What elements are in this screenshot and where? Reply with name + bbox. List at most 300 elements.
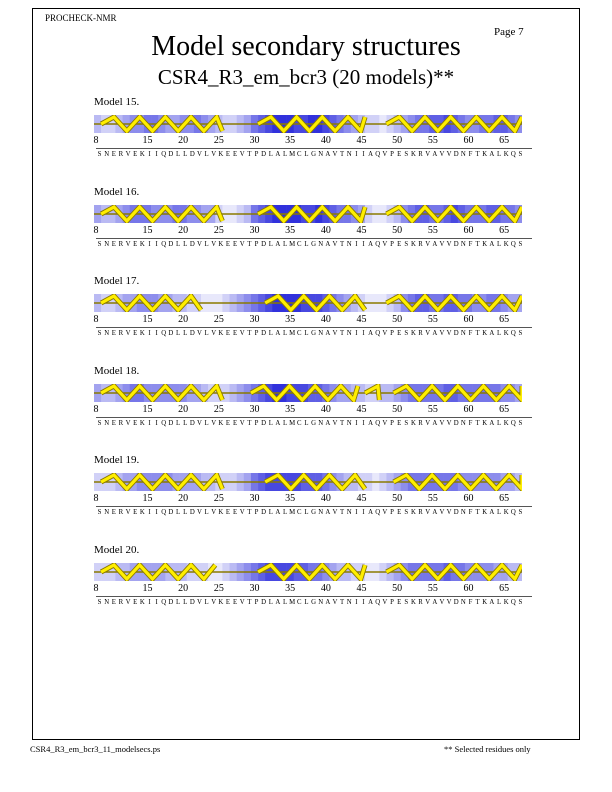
residue-letter: L: [496, 419, 502, 427]
residue-letter: A: [489, 598, 495, 606]
residue-letter: M: [289, 509, 296, 516]
residue-letter: A: [368, 598, 374, 606]
tick-label: 20: [178, 224, 189, 236]
residue-letter: D: [261, 598, 267, 606]
residue-letter: A: [489, 419, 495, 427]
residue-letter: L: [304, 151, 309, 158]
residue-letter: I: [362, 330, 365, 337]
residue-letter: R: [118, 240, 124, 248]
residue-letter: T: [475, 419, 480, 427]
residue-letter: V: [332, 330, 338, 337]
residue-letter: S: [404, 330, 409, 337]
model-label: Model 15.: [94, 96, 140, 108]
residue-letter: D: [168, 598, 174, 606]
residue-letter: V: [425, 598, 431, 606]
residue-ticks: [92, 135, 532, 147]
residue-letter: V: [239, 330, 245, 337]
tick-label: 20: [178, 403, 189, 415]
residue-letter: L: [304, 419, 309, 427]
residue-letter: V: [125, 509, 131, 516]
secondary-structure-strip: [94, 384, 522, 402]
tick-label: 25: [213, 403, 224, 415]
program-label: PROCHECK-NMR: [45, 13, 117, 23]
residue-letter: R: [418, 598, 423, 606]
tick-label: 45: [356, 314, 367, 325]
residue-ticks: [92, 314, 532, 326]
model-panel: [92, 454, 532, 539]
tick-label: 55: [427, 314, 438, 325]
residue-letter: E: [397, 419, 402, 427]
residue-letter: V: [446, 330, 452, 337]
residue-letter: F: [468, 330, 473, 337]
residue-letter: T: [475, 330, 480, 337]
residue-letter: V: [439, 330, 445, 337]
residue-letter: R: [118, 419, 124, 427]
residue-letter: I: [355, 330, 358, 337]
residue-letter: E: [111, 240, 116, 248]
residue-letter: V: [425, 240, 431, 248]
residue-letter: A: [432, 151, 438, 158]
residue-letter: V: [382, 598, 388, 606]
residue-letter: A: [325, 419, 331, 427]
residue-letter: G: [311, 509, 317, 516]
residue-letter: Q: [510, 419, 516, 427]
residue-letter: L: [175, 330, 181, 337]
residue-letter: L: [268, 240, 273, 248]
residue-letter: E: [233, 598, 238, 606]
residue-letter: K: [482, 151, 488, 158]
residue-letter: L: [183, 240, 188, 248]
residue-letter: K: [410, 240, 416, 248]
residue-letter: L: [175, 240, 181, 248]
residue-letter: K: [503, 509, 509, 516]
tick-label: 30: [249, 314, 260, 325]
residue-letter: L: [282, 509, 288, 516]
residue-letter: G: [311, 598, 317, 606]
residue-letter: D: [261, 330, 267, 337]
residue-letter: F: [468, 151, 473, 158]
tick-label: 45: [356, 403, 367, 415]
residue-letter: I: [155, 151, 158, 158]
residue-letter: L: [282, 419, 288, 427]
residue-letter: V: [382, 151, 388, 158]
residue-letter: V: [446, 240, 452, 248]
residue-letter: I: [155, 419, 158, 427]
residue-letter: Q: [375, 240, 381, 248]
residue-letter: P: [254, 419, 259, 427]
residue-letter: A: [275, 509, 281, 516]
residue-letter: V: [125, 330, 131, 337]
residue-letter: E: [233, 330, 238, 337]
residue-letter: Q: [375, 419, 381, 427]
residue-letter: V: [332, 419, 338, 427]
residue-ticks: [92, 404, 532, 416]
residue-letter: Q: [161, 240, 167, 248]
residue-letter: I: [148, 240, 151, 248]
residue-letter: A: [325, 151, 331, 158]
tick-label: 40: [320, 314, 331, 325]
residue-letter: M: [289, 240, 296, 248]
residue-letter: T: [247, 598, 252, 606]
residue-letter: T: [475, 509, 480, 516]
page-number: Page 7: [494, 26, 524, 38]
residue-letter: I: [155, 598, 158, 606]
residue-letter: N: [318, 240, 324, 248]
residue-letter: N: [318, 509, 324, 516]
residue-letter: A: [432, 330, 438, 337]
residue-letter: V: [425, 151, 431, 158]
tick-label: 35: [285, 135, 296, 146]
residue-letter: Q: [375, 151, 381, 158]
tick-label: 40: [320, 493, 331, 504]
residue-letter: R: [118, 598, 124, 606]
residue-letter: A: [432, 419, 438, 427]
residue-letter: Q: [161, 598, 167, 606]
residue-letter: V: [382, 330, 388, 337]
residue-letter: V: [196, 419, 202, 427]
residue-letter: P: [390, 419, 394, 427]
residue-letter: N: [460, 330, 466, 337]
sequence-row: [96, 506, 532, 519]
residue-letter: A: [432, 598, 438, 606]
residue-letter: K: [218, 419, 224, 427]
residue-letter: D: [189, 598, 195, 606]
residue-letter: N: [460, 151, 466, 158]
residue-letter: K: [139, 419, 145, 427]
residue-letter: D: [453, 330, 459, 337]
model-panel: [92, 544, 532, 629]
tick-label: 15: [142, 314, 153, 325]
residue-letter: K: [482, 240, 488, 248]
tick-label: 25: [213, 224, 224, 236]
residue-letter: L: [183, 330, 188, 337]
residue-letter: V: [382, 240, 388, 248]
residue-letter: N: [318, 419, 324, 427]
tick-label: 35: [285, 582, 296, 594]
residue-letter: R: [418, 151, 423, 158]
residue-letter: S: [97, 419, 102, 427]
residue-letter: E: [225, 151, 231, 158]
residue-letter: S: [97, 598, 102, 606]
residue-letter: K: [218, 330, 224, 337]
residue-letter: V: [211, 419, 217, 427]
residue-letter: I: [155, 240, 158, 248]
residue-letter: V: [439, 151, 445, 158]
residue-ticks: [92, 225, 532, 237]
residue-letter: N: [104, 598, 110, 606]
residue-letter: D: [168, 419, 174, 427]
residue-letter: A: [489, 240, 495, 248]
residue-letter: L: [282, 240, 288, 248]
residue-letter: E: [111, 151, 116, 158]
residue-letter: K: [218, 598, 224, 606]
tick-label: 15: [142, 403, 153, 415]
residue-letter: S: [518, 240, 523, 248]
residue-letter: Q: [375, 509, 381, 516]
residue-letter: E: [133, 419, 138, 427]
residue-letter: K: [410, 598, 416, 606]
tick-label: 40: [320, 582, 331, 594]
residue-letter: K: [410, 509, 416, 516]
residue-letter: Q: [375, 330, 381, 337]
residue-letter: V: [425, 509, 431, 516]
residue-letter: S: [97, 509, 102, 516]
residue-letter: V: [239, 240, 245, 248]
residue-letter: L: [175, 598, 181, 606]
tick-label: 50: [392, 135, 403, 146]
residue-letter: S: [404, 240, 409, 248]
residue-letter: S: [404, 151, 409, 158]
residue-letter: Q: [161, 509, 167, 516]
sequence-row: [96, 238, 532, 251]
residue-letter: L: [496, 240, 502, 248]
residue-letter: N: [460, 240, 466, 248]
residue-letter: C: [297, 151, 302, 158]
residue-letter: S: [97, 151, 102, 158]
residue-letter: V: [239, 151, 245, 158]
residue-letter: E: [233, 419, 238, 427]
residue-letter: K: [503, 151, 509, 158]
residue-letter: A: [275, 330, 281, 337]
residue-letter: N: [318, 598, 324, 606]
tick-label: 30: [249, 135, 260, 146]
tick-label: 55: [427, 582, 438, 594]
tick-label: 30: [249, 582, 260, 594]
residue-letter: E: [397, 240, 402, 248]
model-label: Model 16.: [94, 185, 140, 198]
residue-letter: K: [410, 330, 416, 337]
residue-letter: Q: [510, 509, 516, 516]
residue-letter: N: [104, 151, 110, 158]
footer-note: ** Selected residues only: [444, 744, 531, 754]
tick-label: 60: [463, 582, 474, 594]
residue-letter: L: [282, 598, 288, 606]
residue-letter: V: [211, 509, 217, 516]
residue-letter: Q: [161, 419, 167, 427]
residue-letter: E: [133, 509, 138, 516]
residue-letter: T: [247, 330, 252, 337]
residue-letter: E: [225, 330, 231, 337]
residue-letter: K: [503, 598, 509, 606]
page-title: Model secondary structures: [151, 31, 461, 62]
residue-letter: V: [332, 509, 338, 516]
residue-letter: A: [325, 509, 331, 516]
residue-letter: T: [340, 419, 345, 427]
residue-letter: S: [404, 598, 409, 606]
residue-letter: K: [482, 598, 488, 606]
residue-letter: S: [97, 330, 102, 337]
residue-letter: E: [397, 330, 402, 337]
residue-letter: K: [218, 151, 224, 158]
residue-letter: L: [496, 509, 502, 516]
tick-label: 35: [285, 224, 296, 236]
residue-letter: V: [211, 598, 217, 606]
residue-letter: Q: [510, 240, 516, 248]
residue-ticks: [92, 493, 532, 505]
residue-letter: E: [111, 509, 116, 516]
residue-letter: C: [297, 509, 302, 516]
tick-label: 45: [356, 582, 367, 594]
residue-letter: N: [460, 419, 466, 427]
residue-letter: E: [225, 598, 231, 606]
residue-letter: E: [397, 509, 402, 516]
tick-label: 8: [93, 314, 99, 325]
residue-letter: Q: [161, 151, 167, 158]
residue-letter: K: [139, 330, 145, 337]
residue-letter: V: [211, 151, 217, 158]
residue-letter: I: [362, 598, 365, 606]
residue-letter: I: [148, 330, 151, 337]
residue-letter: N: [346, 598, 352, 606]
tick-label: 8: [93, 493, 99, 504]
residue-letter: V: [446, 419, 452, 427]
tick-label: 25: [213, 135, 224, 146]
residue-letter: I: [148, 419, 151, 427]
residue-letter: K: [218, 240, 224, 248]
tick-label: 55: [427, 403, 438, 415]
residue-letter: D: [189, 151, 195, 158]
residue-letter: E: [225, 419, 231, 427]
residue-letter: L: [204, 598, 209, 606]
residue-letter: I: [362, 151, 365, 158]
residue-letter: P: [254, 330, 259, 337]
tick-label: 65: [499, 135, 510, 146]
residue-letter: A: [432, 509, 438, 516]
tick-label: 8: [93, 135, 99, 146]
residue-letter: E: [233, 151, 238, 158]
residue-letter: T: [247, 419, 252, 427]
residue-letter: C: [297, 240, 302, 248]
residue-letter: V: [196, 151, 202, 158]
residue-letter: V: [446, 509, 452, 516]
residue-letter: A: [368, 330, 374, 337]
residue-letter: I: [155, 509, 158, 516]
residue-letter: D: [453, 240, 459, 248]
residue-letter: L: [204, 509, 209, 516]
tick-label: 15: [142, 582, 153, 594]
residue-letter: K: [410, 419, 416, 427]
residue-letter: A: [489, 509, 495, 516]
sequence-row: [96, 596, 532, 609]
tick-label: 65: [499, 314, 510, 325]
residue-letter: S: [97, 240, 102, 248]
residue-letter: V: [196, 240, 202, 248]
residue-letter: S: [518, 419, 523, 427]
tick-label: 15: [142, 493, 153, 504]
tick-label: 65: [499, 582, 510, 594]
residue-letter: N: [346, 240, 352, 248]
tick-label: 15: [142, 224, 153, 236]
residue-letter: I: [155, 330, 158, 337]
residue-letter: E: [111, 598, 116, 606]
tick-label: 55: [427, 135, 438, 146]
residue-letter: L: [204, 419, 209, 427]
tick-label: 55: [427, 224, 438, 236]
secondary-structure-strip: [94, 115, 522, 133]
residue-letter: T: [340, 509, 345, 516]
residue-letter: E: [233, 240, 238, 248]
residue-letter: V: [332, 151, 338, 158]
tick-label: 45: [356, 224, 367, 236]
residue-letter: N: [346, 151, 352, 158]
residue-letter: V: [211, 330, 217, 337]
residue-letter: K: [482, 419, 488, 427]
residue-letter: D: [453, 509, 459, 516]
residue-letter: S: [404, 419, 409, 427]
residue-letter: G: [311, 151, 317, 158]
residue-letter: M: [289, 330, 296, 337]
tick-label: 25: [213, 493, 224, 504]
residue-letter: D: [261, 509, 267, 516]
residue-letter: I: [148, 509, 151, 516]
residue-letter: T: [340, 151, 345, 158]
residue-letter: V: [446, 598, 452, 606]
tick-label: 25: [213, 582, 224, 594]
residue-letter: E: [397, 151, 402, 158]
residue-letter: L: [304, 598, 309, 606]
residue-letter: S: [404, 509, 409, 516]
residue-letter: L: [175, 151, 181, 158]
residue-letter: V: [196, 330, 202, 337]
residue-letter: E: [233, 509, 238, 516]
residue-letter: L: [204, 240, 209, 248]
residue-letter: A: [275, 151, 281, 158]
residue-letter: V: [125, 598, 131, 606]
tick-label: 8: [93, 403, 99, 415]
footer-filename: CSR4_R3_em_bcr3_11_modelsecs.ps: [30, 744, 161, 754]
residue-letter: T: [247, 151, 252, 158]
residue-letter: N: [318, 151, 324, 158]
tick-label: 50: [392, 493, 403, 504]
residue-letter: D: [189, 509, 195, 516]
residue-letter: L: [175, 509, 181, 516]
residue-letter: E: [111, 419, 116, 427]
residue-letter: L: [204, 151, 209, 158]
residue-letter: N: [460, 509, 466, 516]
residue-letter: P: [390, 151, 394, 158]
page-subtitle: CSR4_R3_em_bcr3 (20 models)**: [157, 65, 455, 89]
residue-letter: P: [254, 151, 259, 158]
residue-letter: L: [268, 151, 273, 158]
residue-letter: R: [418, 240, 423, 248]
residue-letter: V: [439, 419, 445, 427]
tick-label: 20: [178, 493, 189, 504]
residue-letter: N: [318, 330, 324, 337]
model-panel: [92, 365, 532, 450]
sequence-row: [96, 327, 532, 340]
residue-letter: N: [346, 330, 352, 337]
secondary-structure-strip: [94, 563, 522, 581]
tick-label: 40: [320, 135, 331, 146]
residue-letter: Q: [510, 330, 516, 337]
residue-letter: A: [325, 240, 331, 248]
residue-letter: D: [453, 151, 459, 158]
residue-letter: I: [355, 509, 358, 516]
residue-letter: N: [460, 598, 466, 606]
residue-letter: T: [340, 598, 345, 606]
residue-letter: R: [418, 509, 423, 516]
residue-letter: E: [397, 598, 402, 606]
secondary-structure-strip: [94, 294, 522, 312]
residue-letter: A: [368, 509, 374, 516]
residue-letter: K: [482, 509, 488, 516]
residue-letter: L: [496, 598, 502, 606]
residue-letter: R: [118, 151, 124, 158]
residue-letter: F: [468, 509, 473, 516]
residue-letter: A: [368, 240, 374, 248]
tick-label: 60: [463, 135, 474, 146]
residue-letter: V: [125, 151, 131, 158]
